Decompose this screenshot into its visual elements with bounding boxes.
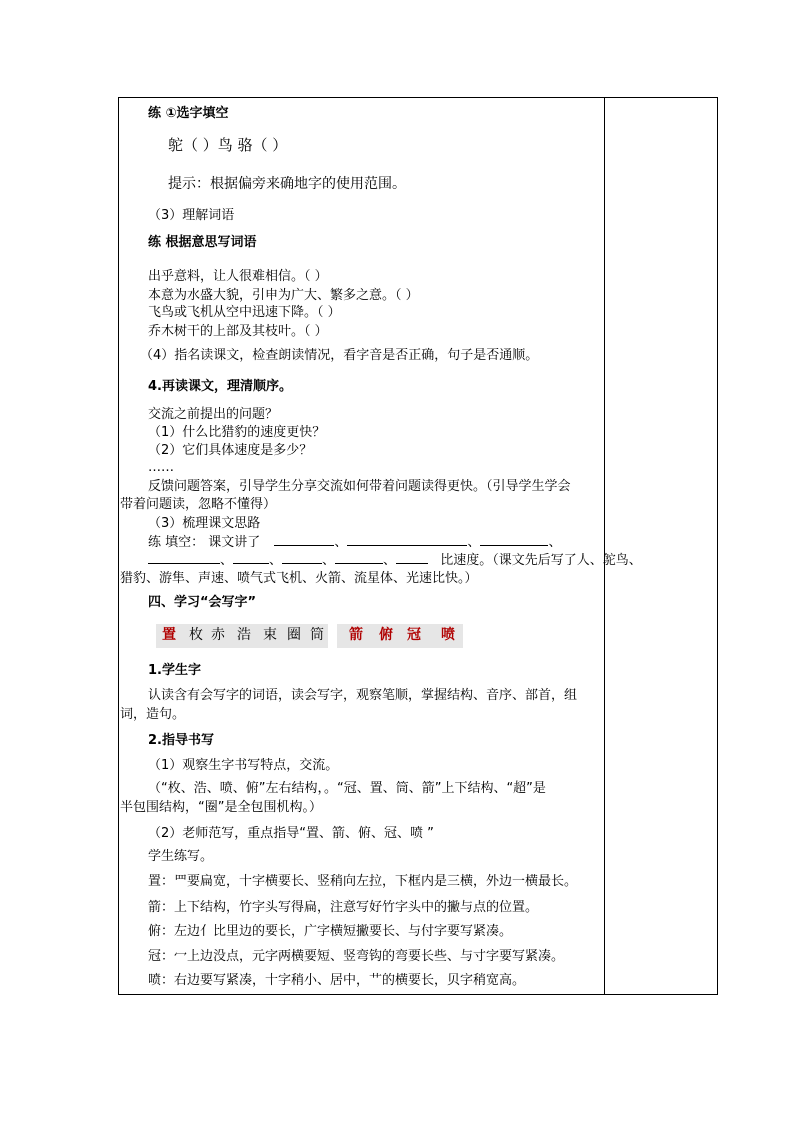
- char-hao: 浩: [237, 627, 251, 643]
- step-outline: （3）梳理课文思路: [148, 516, 261, 531]
- ellipsis-line: ……: [148, 460, 174, 475]
- subsection-learn-chars: 1.学生字: [148, 663, 201, 678]
- char-chi: 赤: [211, 627, 225, 643]
- section-reread-heading: 4.再读课文，理清顺序。: [148, 379, 292, 394]
- char-pen: 喷: [441, 627, 455, 643]
- word-meaning-1: 出乎意料，让人很难相信。（ ）: [148, 269, 328, 284]
- word-meaning-4: 乔木树干的上部及其枝叶。（ ）: [148, 324, 328, 339]
- answer-blank[interactable]: [480, 535, 548, 546]
- answer-blank[interactable]: [347, 535, 467, 546]
- tip-fu: 俯：左边亻比里边的要长，广字横短撇要长、与付字要写紧凑。: [148, 924, 513, 939]
- answer-blank[interactable]: [335, 553, 383, 564]
- answer-blank[interactable]: [148, 553, 220, 564]
- structure-line: （“枚、浩、喷、俯”左右结构，。“冠、置、筒、箭”上下结构、“超”是: [148, 781, 546, 796]
- fill-blank-line-cont: 、 、 、 、 比速度。（课文先后写了人、鸵鸟、: [148, 553, 642, 567]
- question-prompt: 交流之前提出的问题？: [148, 407, 279, 422]
- table-column-divider: [604, 97, 605, 995]
- fill-blank-line: 练 填空： 课文讲了 、 、 、: [148, 535, 562, 550]
- tip-zhi: 置：罒要扁宽，十字横要长、竖稍向左拉，下框内是三横，外边一横最长。: [148, 874, 578, 889]
- fill-blank-tail: 比速度。（课文先后写了人、鸵鸟、: [440, 553, 642, 568]
- char-quan: 圈: [287, 627, 301, 643]
- section-writing-heading: 四、学习“会写字”: [148, 595, 257, 610]
- observe-line: （1）观察生字书写特点，交流。: [148, 758, 339, 773]
- exercise-heading-write-words: 练 根据意思写词语: [148, 235, 257, 250]
- tip-jian: 箭：上下结构，竹字头写得扁，注意写好竹字头中的撇与点的位置。: [148, 900, 539, 915]
- hint-line: 提示：根据偏旁来确地字的使用范围。: [168, 176, 406, 192]
- step-read-aloud: （4）指名读课文，检查朗读情况，看字音是否正确，句子是否通顺。: [140, 348, 539, 363]
- fill-blank-label: 练 填空： 课文讲了: [148, 535, 261, 550]
- answer-blank[interactable]: [233, 553, 269, 564]
- answer-blank[interactable]: [396, 553, 428, 564]
- learn-chars-line-cont: 词，造句。: [120, 707, 186, 722]
- char-mei: 枚: [189, 627, 203, 643]
- feedback-line-cont: 带着问题读，忽略不懂得）: [120, 497, 277, 512]
- tip-pen: 喷：右边要写紧凑，十字稍小、居中，艹的横要长，贝字稍宽高。: [148, 973, 526, 988]
- answer-blank[interactable]: [282, 553, 322, 564]
- learn-chars-line: 认读含有会写字的词语，读会写字，观察笔顺，掌握结构、音序、部首，组: [148, 688, 578, 703]
- char-shu: 束: [263, 627, 277, 643]
- question-2: （2）它们具体速度是多少？: [148, 443, 313, 458]
- structure-line-cont: 半包围结构，“圈”是全包围机构。）: [120, 800, 322, 815]
- char-fu: 俯: [379, 627, 393, 643]
- teacher-demo-line: （2）老师范写，重点指导“置、箭、俯、冠、喷 ”: [148, 826, 434, 841]
- tip-guan: 冠：冖上边没点，元字两横要短、竖弯钩的弯要长些、与寸字要写紧凑。: [148, 949, 565, 964]
- feedback-line: 反馈问题答案，引导学生分享交流如何带着问题读得更快。（引导学生学会: [148, 479, 571, 494]
- step-understand-words: （3）理解词语: [148, 208, 235, 223]
- word-meaning-3: 飞鸟或飞机从空中迅速下降。（ ）: [148, 305, 341, 320]
- subsection-guide-writing: 2.指导书写: [148, 733, 214, 748]
- answer-blank[interactable]: [274, 535, 334, 546]
- char-tong: 筒: [310, 627, 324, 643]
- word-meaning-2: 本意为水盛大貌，引申为广大、繁多之意。（ ）: [148, 288, 419, 303]
- exercise-heading-select-char: 练 ①选字填空: [148, 106, 229, 121]
- fill-in-char-line: 鸵（ ）鸟 骆（ ）: [168, 136, 288, 154]
- question-1: （1）什么比猎豹的速度更快？: [148, 425, 326, 440]
- answer-hint-line: 猎豹、游隼、声速、喷气式飞机、火箭、流星体、光速比快。）: [120, 571, 478, 586]
- student-practice-line: 学生练写。: [148, 849, 214, 864]
- char-jian: 箭: [349, 627, 363, 643]
- char-guan: 冠: [407, 627, 421, 643]
- char-zhi: 置: [162, 627, 176, 643]
